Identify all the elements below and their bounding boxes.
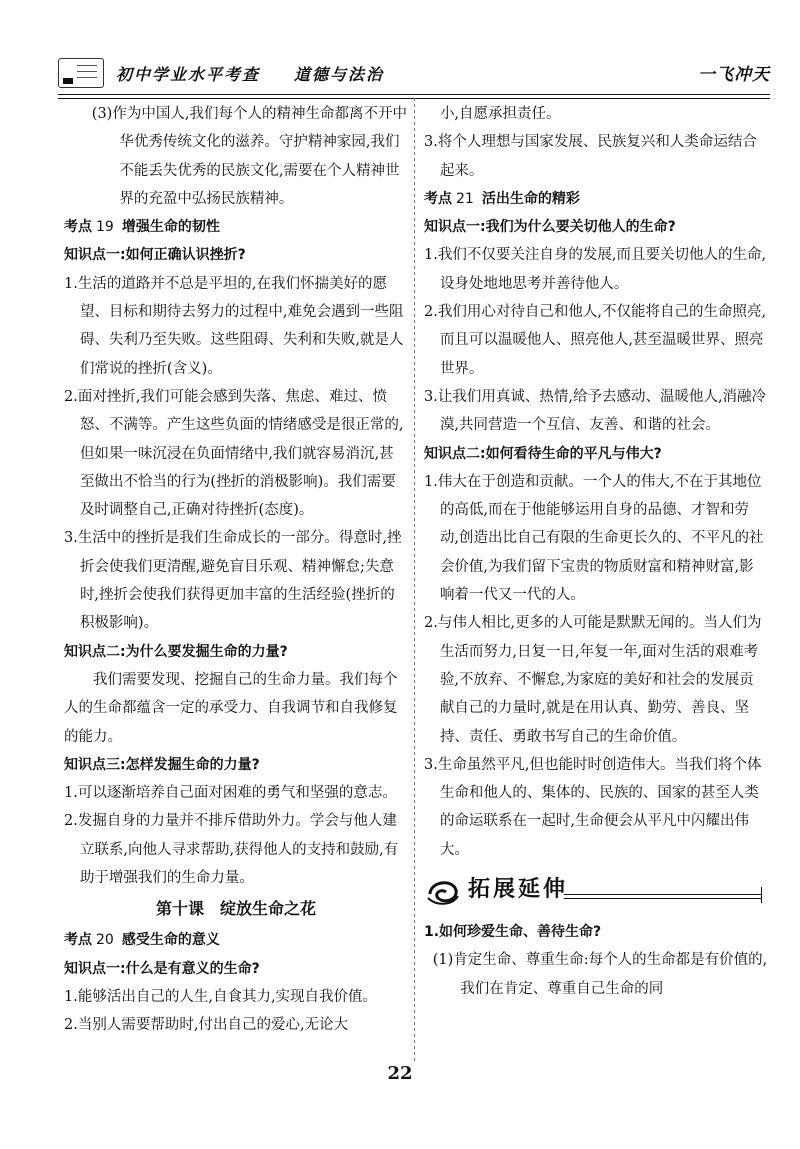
page-header [58, 56, 770, 90]
list-item: 3.让我们用真诚、热情,给予去感动、温暖他人,消融冷漠,共同营造一个互信、友善、和谐的社会。 [424, 388, 767, 434]
knowledge-point-heading: 知识点一:什么是有意义的生命? [64, 960, 260, 977]
book-logo-icon [58, 58, 104, 88]
list-item: 1.我们不仅要关注自身的发展,而且要关切他人的生命,设身处地地思考并善待他人。 [424, 247, 767, 292]
list-item: (3)作为中国人,我们每个人的精神生命都离不开中华优秀传统文化的滋养。守护精神家园,我们不能丢失优秀的民族文化,需要在个人精神世界的充盈中弘扬民族精神。 [91, 106, 407, 207]
list-item: 1.可以逐渐培养自己面对困难的勇气和坚强的意志。 [64, 785, 397, 802]
right-column [424, 100, 768, 1003]
list-item: 1.生活的道路并不总是平坦的,在我们怀揣美好的愿望、目标和期待去努力的过程中,难免会遇到一些阻碍、失利乃至失败。这些阻碍、失利和失败,就是人们常说的挫折(含义)。 [64, 275, 404, 377]
header-title: 初中学业水平考查 [116, 65, 261, 84]
list-item: 3.生命虽然平凡,但也能时时创造伟大。当我们将个体生命和他人的、集体的、民族的、国家的甚至人类的命运联系在一起时,生命便会从平凡中闪耀出伟大。 [424, 756, 762, 858]
knowledge-point-heading: 知识点一:我们为什么要关切他人的生命? [424, 219, 676, 236]
kaodian-19-heading: 考点 19 增强生命的韧性 [64, 219, 220, 236]
column-divider [414, 98, 415, 1062]
list-item: 2.面对挫折,我们可能会感到失落、焦虑、难过、愤怒、不满等。产生这些负面的情绪感受是很正常的,但如果一味沉浸在负面情绪中,我们就容易消沉,甚至做出不恰当的行为(挫折的消极影响)。我们需要及时调整自己,正确对待挫折(态度)。 [64, 388, 404, 519]
header-subject: 道德与法治 [294, 65, 385, 84]
swirl-icon [426, 874, 460, 908]
knowledge-point-heading: 知识点二:为什么要发掘生命的力量? [64, 643, 288, 660]
extension-question: 1.如何珍爱生命、善待生命? [424, 924, 602, 941]
header-brand: 一飞冲天 [698, 65, 770, 85]
list-item: 1.伟大在于创造和贡献。一个人的伟大,不在于其地位的高低,而在于他能够运用自身的品德、才智和劳动,创造出比自己有限的生命更长久的、不平凡的社会价值,为我们留下宝贵的物质财富和精神财富,影响着一代又一代的人。 [424, 473, 764, 604]
list-item: 3.将个人理想与国家发展、民族复兴和人类命运结合起来。 [424, 134, 757, 179]
kaodian-21-heading: 考点 21 活出生命的精彩 [424, 190, 580, 207]
extension-banner [424, 870, 768, 914]
left-column [64, 100, 408, 1040]
page-number: 22 [387, 1063, 413, 1084]
list-item: (1)肯定生命、尊重生命:每个人的生命都是有价值的,我们在肯定、尊重自己生命的同 [432, 952, 768, 997]
list-item: 1.能够活出自己的人生,自食其力,实现自我价值。 [64, 988, 378, 1005]
list-item: 2.与伟人相比,更多的人可能是默默无闻的。当人们为生活而努力,日复一日,年复一年,面对生活的艰难考验,不放弃、不懈怠,为家庭的美好和社会的发展贡献自己的力量时,就是在用认真、勤劳、善良、坚持、责任、勇敢书写自己的生命价值。 [424, 615, 762, 745]
extension-rule [564, 894, 762, 899]
list-item: 2.发掘自身的力量并不排斥借助外力。学会与他人建立联系,向他人寻求帮助,获得他人的支持和鼓励,有助于增强我们的生命力量。 [64, 813, 399, 887]
list-item: 2.我们用心对待自己和他人,不仅能将自己的生命照亮,而且可以温暖他人、照亮他人,甚至温暖世界、照亮世界。 [424, 304, 767, 377]
paragraph: 我们需要发现、挖掘自己的生命力量。我们每个人的生命都蕴含一定的承受力、自我调节和自我修复的能力。 [64, 671, 398, 745]
knowledge-point-heading: 知识点三:怎样发掘生命的力量? [64, 756, 260, 773]
extension-title: 拓展延伸 [468, 877, 569, 903]
list-item: 3.生活中的挫折是我们生命成长的一部分。得意时,挫折会使我们更清醒,避免盲目乐观、精神懈怠;失意时,挫折会使我们获得更加丰富的生活经验(挫折的积极影响)。 [64, 530, 402, 632]
knowledge-point-heading: 知识点一:如何正确认识挫折? [64, 247, 246, 264]
list-item: 2.当别人需要帮助时,付出自己的爱心,无论大 [64, 1017, 349, 1034]
lesson-title: 第十课 绽放生命之花 [155, 899, 316, 919]
kaodian-20-heading: 考点 20 感受生命的意义 [64, 932, 220, 949]
list-item-continuation: 小,自愿承担责任。 [439, 106, 561, 122]
knowledge-point-heading: 知识点二:如何看待生命的平凡与伟大? [424, 445, 662, 462]
